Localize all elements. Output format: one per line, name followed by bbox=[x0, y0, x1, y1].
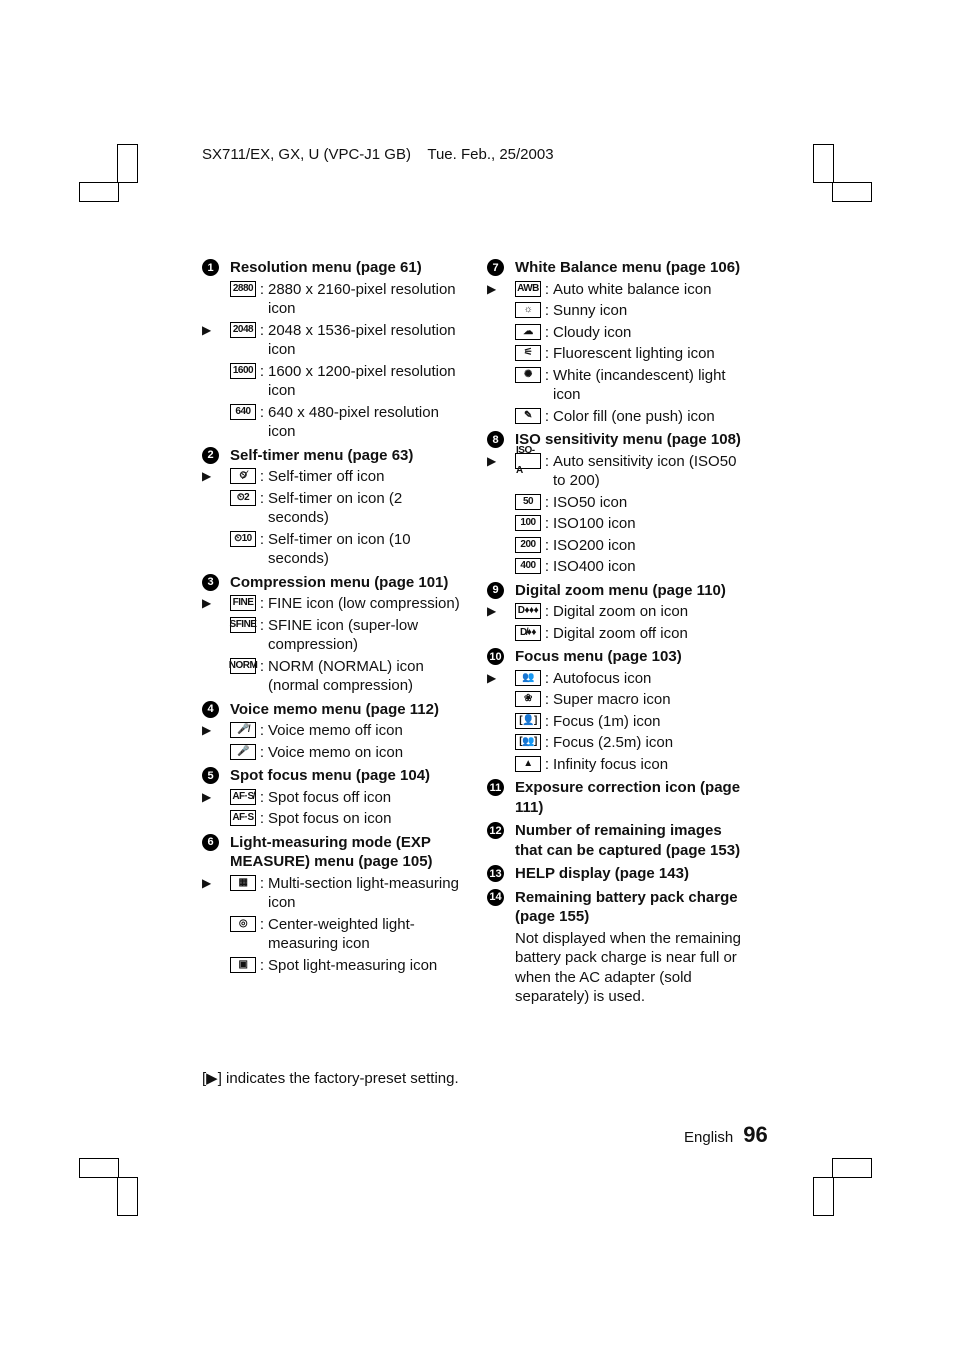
crop-mark bbox=[813, 144, 834, 183]
menu-section bbox=[202, 833, 464, 976]
section-number-badge: 14 bbox=[487, 889, 504, 906]
separator: : bbox=[259, 874, 265, 892]
separator: : bbox=[544, 323, 550, 341]
section-number-badge: 2 bbox=[202, 447, 219, 464]
separator: : bbox=[544, 712, 550, 730]
separator: : bbox=[259, 280, 265, 298]
section-title: Focus menu (page 103) bbox=[515, 648, 682, 665]
setting-item bbox=[515, 624, 749, 644]
setting-icon: NORM bbox=[230, 658, 256, 674]
setting-item bbox=[230, 280, 464, 319]
setting-icon: ◎ bbox=[230, 916, 256, 932]
setting-icon: D̸♦♦ bbox=[515, 625, 541, 641]
setting-icon: ISO-A bbox=[515, 453, 541, 469]
separator: : bbox=[259, 489, 265, 507]
setting-item bbox=[515, 344, 749, 364]
separator: : bbox=[259, 956, 265, 974]
setting-description: Super macro icon bbox=[553, 691, 671, 708]
setting-description: Spot focus on icon bbox=[268, 810, 392, 827]
crop-mark bbox=[813, 1177, 834, 1216]
setting-icon: ☼ bbox=[515, 302, 541, 318]
setting-description: Focus (2.5m) icon bbox=[553, 734, 674, 751]
setting-item bbox=[515, 514, 749, 534]
setting-item bbox=[230, 489, 464, 528]
setting-icon: ▣ bbox=[230, 957, 256, 973]
setting-icon: ▦ bbox=[230, 875, 256, 891]
setting-icon: D♦♦♦ bbox=[515, 603, 541, 619]
setting-item bbox=[515, 712, 749, 732]
setting-icon: 1600 bbox=[230, 363, 256, 379]
setting-description: Color fill (one push) icon bbox=[553, 407, 715, 425]
setting-icon: [👤] bbox=[515, 713, 541, 729]
setting-description: SFINE icon (super-low compression) bbox=[268, 616, 419, 653]
factory-default-marker: ▶ bbox=[202, 723, 212, 737]
setting-item bbox=[515, 493, 749, 513]
setting-description: ISO100 icon bbox=[553, 515, 636, 532]
section-title: Resolution menu (page 61) bbox=[230, 259, 422, 276]
print-header: SX711/EX, GX, U (VPC-J1 GB) Tue. Feb., 25/2003 bbox=[202, 146, 554, 163]
separator: : bbox=[259, 810, 265, 827]
setting-icon: 🎤̸ bbox=[230, 722, 256, 738]
menu-section bbox=[202, 446, 464, 569]
setting-description: Digital zoom on icon bbox=[553, 603, 689, 620]
setting-icon: 2880 bbox=[230, 281, 256, 297]
separator: : bbox=[544, 536, 550, 554]
separator: : bbox=[544, 603, 550, 620]
menu-section bbox=[202, 700, 464, 763]
setting-icon: ⚟ bbox=[515, 345, 541, 361]
setting-icon: SFINE bbox=[230, 617, 256, 633]
setting-description: 2048 x 1536-pixel resolution icon bbox=[268, 321, 456, 358]
section-title: Digital zoom menu (page 110) bbox=[515, 581, 726, 599]
section-number-badge: 6 bbox=[202, 834, 219, 851]
page-footer bbox=[684, 1122, 768, 1148]
factory-preset-note: [▶] indicates the factory-preset setting. bbox=[202, 1070, 459, 1087]
separator: : bbox=[544, 558, 550, 575]
setting-description: Auto sensitivity icon (ISO50 to 200) bbox=[553, 452, 737, 489]
menu-section bbox=[487, 821, 749, 860]
separator: : bbox=[544, 366, 550, 384]
setting-item bbox=[230, 530, 464, 569]
setting-item bbox=[515, 366, 749, 405]
section-number-badge: 8 bbox=[487, 431, 504, 448]
setting-item bbox=[515, 407, 749, 427]
setting-icon: 👥 bbox=[515, 670, 541, 686]
menu-section bbox=[487, 647, 749, 774]
separator: : bbox=[544, 302, 550, 319]
setting-description: NORM (NORMAL) icon (normal compression) bbox=[268, 657, 424, 694]
setting-description: ISO200 icon bbox=[553, 536, 636, 554]
separator: : bbox=[259, 530, 265, 548]
left-column bbox=[202, 258, 464, 979]
crop-mark bbox=[79, 1158, 119, 1178]
setting-item bbox=[487, 280, 749, 300]
setting-description: ISO400 icon bbox=[553, 558, 636, 575]
setting-description: Sunny icon bbox=[553, 302, 628, 319]
menu-section bbox=[487, 581, 749, 644]
setting-description: White (incandescent) light icon bbox=[553, 366, 726, 403]
separator: : bbox=[259, 722, 265, 739]
section-title: Spot focus menu (page 104) bbox=[230, 767, 431, 784]
setting-item bbox=[230, 809, 464, 829]
section-number-badge: 5 bbox=[202, 767, 219, 784]
setting-description: Spot light-measuring icon bbox=[268, 956, 438, 974]
menu-section bbox=[487, 778, 749, 817]
setting-item bbox=[487, 602, 749, 622]
factory-default-marker: ▶ bbox=[487, 453, 497, 468]
crop-mark bbox=[832, 1158, 872, 1178]
section-number-badge: 13 bbox=[487, 865, 504, 882]
setting-icon: ✺ bbox=[515, 367, 541, 383]
setting-item bbox=[202, 874, 464, 913]
setting-icon: ⏲̸ bbox=[230, 468, 256, 484]
setting-icon: 2048 bbox=[230, 322, 256, 338]
factory-default-marker: ▶ bbox=[487, 281, 497, 296]
setting-description: 1600 x 1200-pixel resolution icon bbox=[268, 362, 456, 399]
section-number-badge: 10 bbox=[487, 648, 504, 665]
setting-item bbox=[230, 403, 464, 442]
setting-item bbox=[202, 721, 464, 741]
crop-mark bbox=[117, 144, 138, 183]
separator: : bbox=[544, 691, 550, 708]
menu-section bbox=[487, 864, 749, 884]
setting-item bbox=[202, 594, 464, 614]
separator: : bbox=[544, 755, 550, 773]
setting-item bbox=[515, 301, 749, 321]
setting-description: Autofocus icon bbox=[553, 669, 652, 687]
separator: : bbox=[544, 669, 550, 687]
setting-icon: AF·S̸ bbox=[230, 789, 256, 805]
setting-item bbox=[487, 669, 749, 689]
setting-icon: 640 bbox=[230, 404, 256, 420]
separator: : bbox=[544, 515, 550, 532]
factory-default-marker: ▶ bbox=[487, 604, 497, 618]
setting-description: Fluorescent lighting icon bbox=[553, 345, 715, 362]
section-title: Voice memo menu (page 112) bbox=[230, 700, 439, 718]
menu-section bbox=[202, 573, 464, 696]
section-number-badge: 4 bbox=[202, 701, 219, 718]
section-title: Remaining battery pack charge (page 155) bbox=[515, 888, 738, 925]
setting-icon: ⏲2 bbox=[230, 490, 256, 506]
setting-description: Infinity focus icon bbox=[553, 755, 669, 773]
setting-item bbox=[230, 915, 464, 954]
section-number-badge: 7 bbox=[487, 259, 504, 276]
section-number-badge: 11 bbox=[487, 779, 504, 796]
setting-icon: ⏲10 bbox=[230, 531, 256, 547]
setting-icon: AF·S bbox=[230, 810, 256, 826]
setting-icon: 🎤 bbox=[230, 744, 256, 760]
section-number-badge: 3 bbox=[202, 574, 219, 591]
setting-icon: 50 bbox=[515, 494, 541, 510]
setting-item bbox=[202, 321, 464, 360]
factory-default-marker: ▶ bbox=[202, 596, 212, 610]
section-note: Not displayed when the remaining battery pack charge is near full or when the AC adapter (sold separately) is used. bbox=[515, 929, 741, 1005]
factory-default-marker: ▶ bbox=[202, 469, 212, 483]
setting-item bbox=[202, 467, 464, 487]
setting-item bbox=[487, 445, 749, 491]
crop-mark bbox=[832, 182, 872, 202]
factory-default-marker: ▶ bbox=[202, 875, 212, 890]
setting-icon: 400 bbox=[515, 558, 541, 574]
separator: : bbox=[544, 624, 550, 642]
section-title: Compression menu (page 101) bbox=[230, 573, 449, 591]
separator: : bbox=[544, 407, 550, 425]
setting-item bbox=[230, 616, 464, 655]
setting-icon: ☁ bbox=[515, 324, 541, 340]
setting-description: 640 x 480-pixel resolution icon bbox=[268, 403, 439, 440]
section-title: Light-measuring mode (EXP MEASURE) menu (page 105) bbox=[230, 833, 433, 870]
separator: : bbox=[544, 280, 550, 298]
separator: : bbox=[259, 468, 265, 485]
separator: : bbox=[259, 616, 265, 634]
setting-icon: [👥] bbox=[515, 734, 541, 750]
separator: : bbox=[259, 915, 265, 933]
setting-icon: FINE bbox=[230, 595, 256, 611]
setting-item bbox=[230, 657, 464, 696]
separator: : bbox=[544, 345, 550, 362]
setting-icon: ▲ bbox=[515, 756, 541, 772]
setting-item bbox=[230, 362, 464, 401]
setting-item bbox=[230, 743, 464, 763]
section-number-badge: 9 bbox=[487, 582, 504, 599]
section-number-badge: 12 bbox=[487, 822, 504, 839]
setting-icon: 100 bbox=[515, 515, 541, 531]
section-title: Number of remaining images that can be captured (page 153) bbox=[515, 822, 741, 859]
right-column bbox=[487, 258, 749, 1011]
setting-description: ISO50 icon bbox=[553, 493, 628, 511]
setting-item bbox=[515, 690, 749, 710]
separator: : bbox=[544, 493, 550, 511]
setting-description: Spot focus off icon bbox=[268, 788, 392, 806]
setting-description: 2880 x 2160-pixel resolution icon bbox=[268, 280, 456, 317]
separator: : bbox=[259, 362, 265, 380]
setting-description: Multi-section light-measuring icon bbox=[268, 874, 459, 911]
setting-description: Self-timer on icon (2 seconds) bbox=[268, 489, 403, 526]
setting-description: Center-weighted light-measuring icon bbox=[268, 915, 415, 952]
menu-section bbox=[487, 258, 749, 426]
setting-icon: ✎ bbox=[515, 408, 541, 424]
separator: : bbox=[259, 403, 265, 421]
setting-icon: AWB bbox=[515, 281, 541, 297]
separator: : bbox=[259, 788, 265, 806]
section-title: HELP display (page 143) bbox=[515, 865, 689, 882]
setting-description: Cloudy icon bbox=[553, 323, 632, 341]
setting-item bbox=[230, 956, 464, 976]
menu-section bbox=[487, 888, 749, 1007]
setting-description: Voice memo on icon bbox=[268, 743, 404, 761]
separator: : bbox=[544, 452, 550, 470]
setting-description: Voice memo off icon bbox=[268, 722, 403, 739]
separator: : bbox=[544, 734, 550, 751]
section-title: ISO sensitivity menu (page 108) bbox=[515, 431, 741, 448]
footer-language: English bbox=[684, 1129, 734, 1146]
setting-description: FINE icon (low compression) bbox=[268, 595, 460, 612]
separator: : bbox=[259, 743, 265, 761]
menu-section bbox=[487, 430, 749, 577]
setting-description: Self-timer on icon (10 seconds) bbox=[268, 530, 411, 567]
page-number: 96 bbox=[743, 1122, 768, 1147]
setting-description: Self-timer off icon bbox=[268, 468, 385, 485]
setting-item bbox=[515, 557, 749, 577]
separator: : bbox=[259, 321, 265, 339]
menu-section bbox=[202, 258, 464, 442]
setting-icon: 200 bbox=[515, 537, 541, 553]
crop-mark bbox=[117, 1177, 138, 1216]
section-title: Self-timer menu (page 63) bbox=[230, 446, 414, 464]
setting-item bbox=[515, 755, 749, 775]
setting-description: Digital zoom off icon bbox=[553, 624, 688, 642]
setting-icon: ❀ bbox=[515, 691, 541, 707]
separator: : bbox=[259, 595, 265, 612]
section-number-badge: 1 bbox=[202, 259, 219, 276]
setting-item bbox=[515, 536, 749, 556]
separator: : bbox=[259, 657, 265, 675]
setting-item bbox=[202, 788, 464, 808]
crop-mark bbox=[79, 182, 119, 202]
section-title: White Balance menu (page 106) bbox=[515, 259, 741, 276]
section-title: Exposure correction icon (page 111) bbox=[515, 779, 741, 816]
setting-description: Focus (1m) icon bbox=[553, 712, 661, 730]
factory-default-marker: ▶ bbox=[202, 789, 212, 804]
setting-item bbox=[515, 733, 749, 753]
menu-section bbox=[202, 766, 464, 829]
factory-default-marker: ▶ bbox=[487, 670, 497, 685]
setting-description: Auto white balance icon bbox=[553, 280, 712, 298]
factory-default-marker: ▶ bbox=[202, 322, 212, 337]
setting-item bbox=[515, 323, 749, 343]
